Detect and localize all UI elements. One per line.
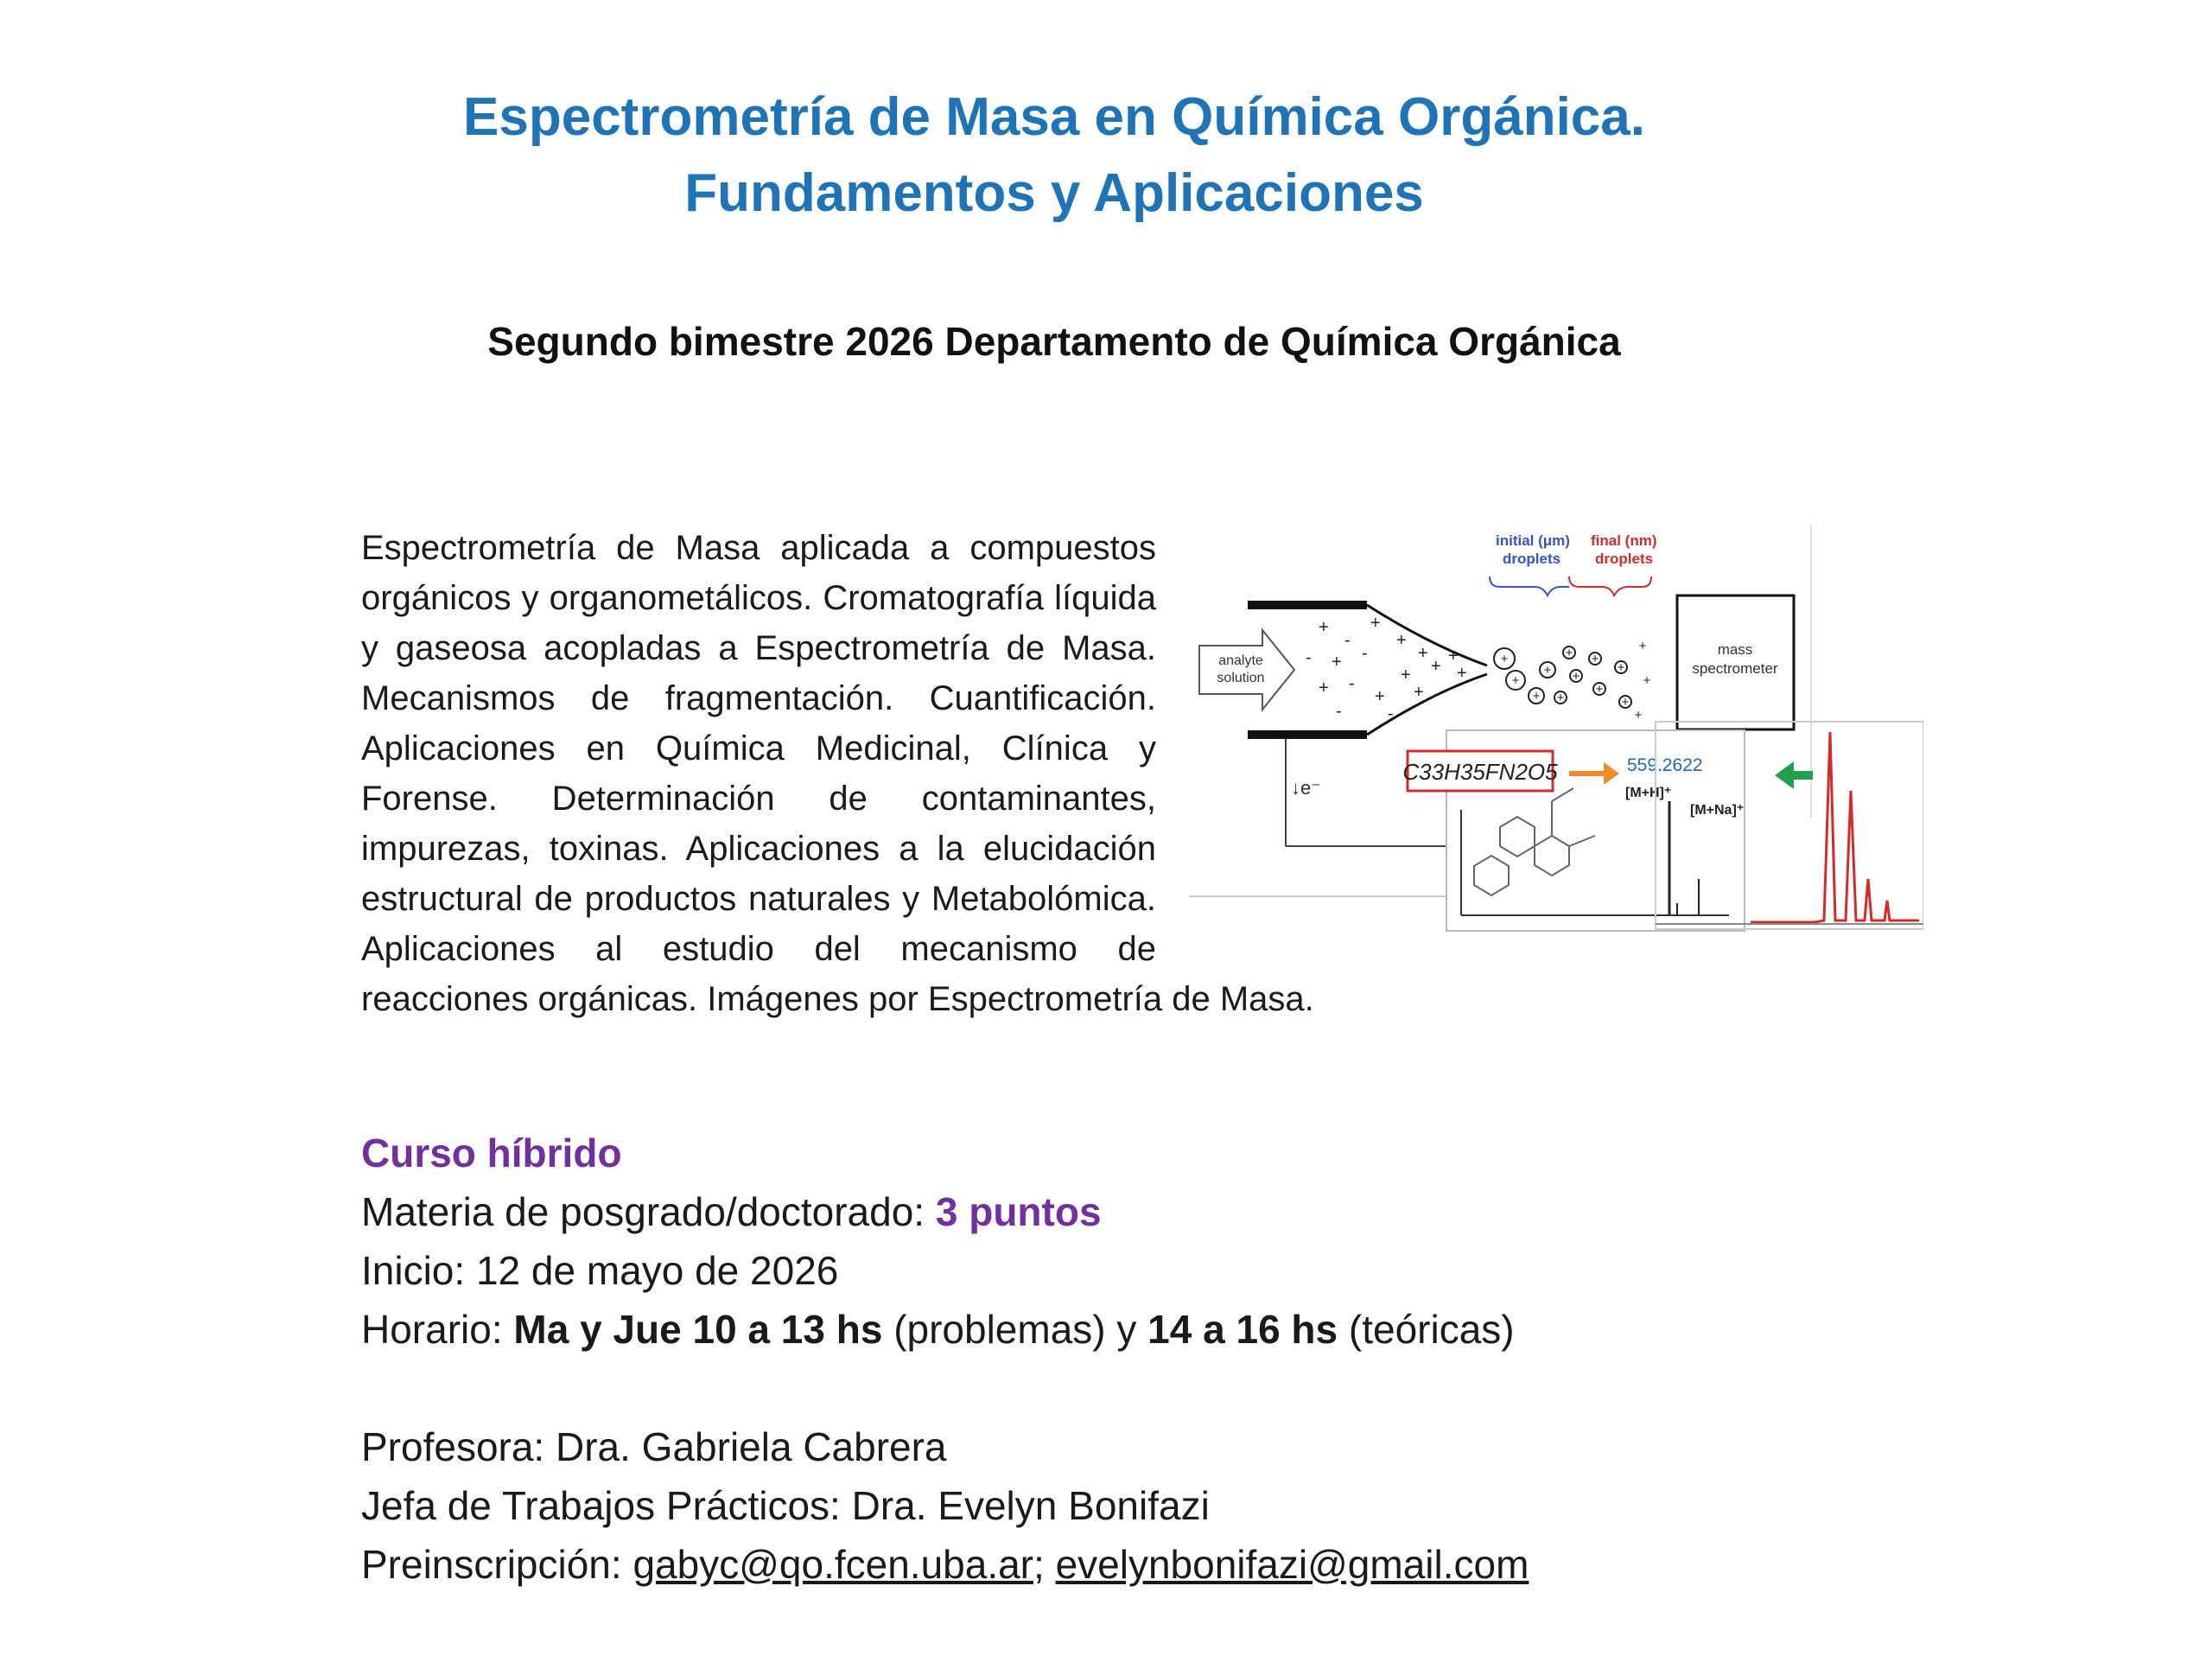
- schedule-hours2: 14 a 16 hs: [1147, 1307, 1338, 1352]
- svg-text:-: -: [1344, 631, 1351, 650]
- initial-droplets-label: initial (μm): [1496, 532, 1570, 549]
- svg-text:+: +: [1617, 660, 1625, 675]
- professor: Profesora: Dra. Gabriela Cabrera: [361, 1424, 947, 1469]
- email-link-1[interactable]: gabyc@qo.fcen.uba.ar: [632, 1542, 1034, 1587]
- mass-label-2: spectrometer: [1692, 660, 1778, 677]
- svg-text:+: +: [1414, 683, 1424, 702]
- subtitle: Segundo bimestre 2026 Departamento de Química Orgánica: [487, 319, 1621, 364]
- svg-text:+: +: [1511, 673, 1520, 688]
- course-description: [361, 523, 1778, 1024]
- svg-text:+: +: [1319, 678, 1329, 697]
- svg-text:+: +: [1319, 618, 1329, 637]
- tp-head: Jefa de Trabajos Prácticos: Dra. Evelyn Bonifazi: [361, 1483, 1210, 1528]
- svg-text:+: +: [1431, 657, 1441, 676]
- svg-text:+: +: [1332, 653, 1342, 672]
- svg-text:+: +: [1621, 695, 1630, 710]
- svg-text:-: -: [1388, 704, 1394, 723]
- svg-text:+: +: [1532, 689, 1541, 704]
- initial-droplets-label-2: droplets: [1503, 551, 1561, 567]
- svg-text:-: -: [1362, 644, 1368, 663]
- svg-text:+: +: [1572, 669, 1580, 684]
- final-droplets-label-2: droplets: [1595, 551, 1654, 567]
- mz-label: 559.2622: [1627, 755, 1703, 775]
- start-date: Inicio: 12 de mayo de 2026: [361, 1248, 839, 1293]
- svg-text:+: +: [1457, 664, 1467, 683]
- svg-text:+: +: [1370, 614, 1381, 633]
- schedule-mid: (problemas) y: [882, 1307, 1148, 1352]
- title-line-2: Fundamentos y Aplicaciones: [684, 163, 1424, 223]
- course-mode: Curso híbrido: [361, 1130, 622, 1175]
- svg-text:+: +: [1401, 666, 1411, 685]
- electron-label: ↓e⁻: [1291, 777, 1321, 799]
- analyte-label-2: solution: [1217, 671, 1265, 685]
- svg-text:-: -: [1336, 702, 1342, 721]
- svg-text:+: +: [1595, 682, 1604, 697]
- svg-text:+: +: [1375, 687, 1385, 706]
- title-line-1: Espectrometría de Masa en Química Orgánica.: [463, 87, 1645, 147]
- svg-text:-: -: [1306, 648, 1312, 667]
- email-link-2[interactable]: evelynbonifazi@gmail.com: [1055, 1542, 1529, 1587]
- analyte-label: analyte: [1218, 653, 1263, 668]
- schedule-label: Horario:: [361, 1307, 514, 1352]
- credits-row: [361, 1182, 1529, 1241]
- svg-text:+: +: [1500, 652, 1509, 666]
- svg-text:-: -: [1349, 674, 1355, 693]
- course-info: [361, 1124, 1529, 1594]
- description-text: Espectrometría de Masa aplicada a compuestos orgánicos y organometálicos. Cromatografía líquida y gaseosa acopladas a Espectrometría de Masa. Mecanismos de fragmentación. Cuantificación. Aplicaciones en Química Medicinal, Clínica y Forense. Determinación de contaminantes, impurezas, toxinas. Aplicaciones a la elucidación estructural de productos naturales y Metabolómica. Aplicaciones al estudio del mecanismo de reacciones orgánicas. Imágenes por Espectrometría de Masa.: [361, 529, 1314, 1018]
- ion-mh-label: [M+H]⁺: [1625, 786, 1672, 800]
- credits-label: Materia de posgrado/doctorado:: [361, 1189, 936, 1234]
- svg-text:+: +: [1638, 639, 1647, 653]
- credits-value: 3 puntos: [935, 1189, 1102, 1234]
- schedule-row: [361, 1300, 1529, 1359]
- ion-mna-label: [M+Na]⁺: [1690, 803, 1745, 818]
- email-separator: ;: [1033, 1542, 1056, 1587]
- svg-text:+: +: [1396, 631, 1407, 650]
- svg-text:+: +: [1643, 673, 1651, 688]
- svg-text:+: +: [1448, 646, 1459, 666]
- schedule-days: Ma y Jue 10 a 13 hs: [513, 1307, 883, 1352]
- enroll-label: Preinscripción:: [361, 1542, 633, 1587]
- svg-text:+: +: [1565, 646, 1573, 660]
- svg-text:+: +: [1591, 652, 1599, 666]
- electrospray-diagram: [1189, 516, 1923, 961]
- svg-text:+: +: [1418, 644, 1428, 663]
- svg-text:+: +: [1556, 691, 1565, 705]
- svg-text:+: +: [1634, 708, 1643, 723]
- final-droplets-label: final (nm): [1591, 532, 1657, 549]
- mass-label: mass: [1717, 641, 1753, 658]
- formula-label: C33H35FN2O5: [1402, 759, 1558, 785]
- svg-text:+: +: [1543, 663, 1552, 678]
- enrollment-row: [361, 1535, 1529, 1594]
- schedule-end: (teóricas): [1338, 1307, 1515, 1352]
- electrospray-figure: [1189, 516, 1923, 961]
